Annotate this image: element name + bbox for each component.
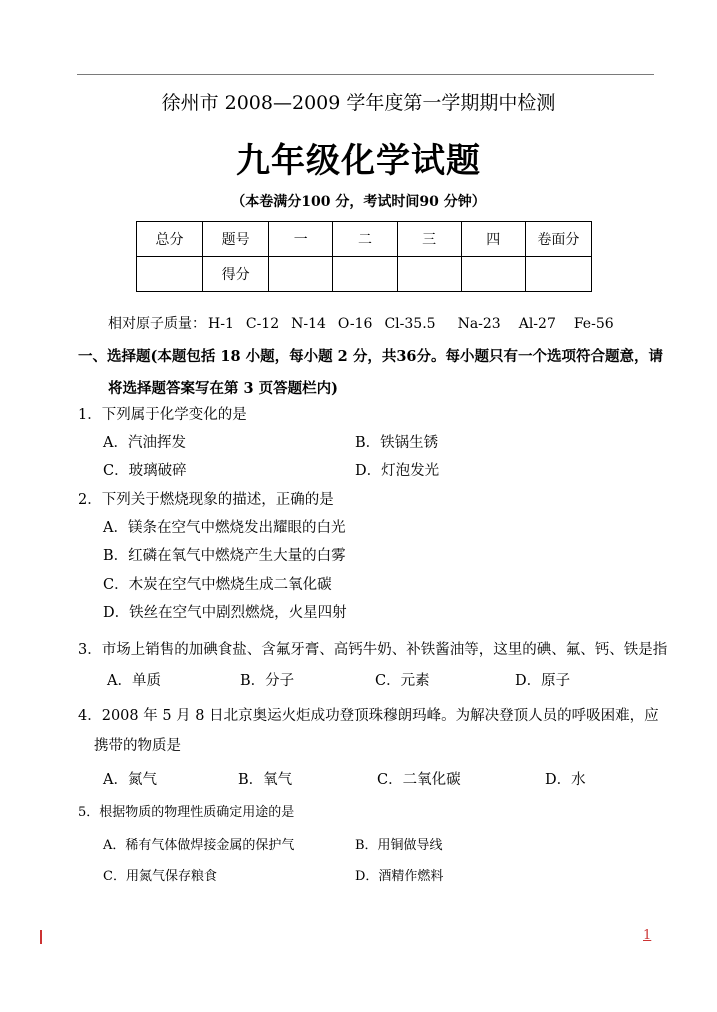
page-title: 九年级化学试题 xyxy=(236,141,481,181)
score-cell xyxy=(525,257,591,292)
page-number: 1 xyxy=(643,928,652,943)
score-cell xyxy=(397,257,461,292)
score-table-score-row xyxy=(137,257,592,292)
question-1-stem: 1．下列属于化学变化的是 xyxy=(78,407,247,423)
question-5-option-a: A．稀有气体做焊接金属的保护气 xyxy=(103,838,295,853)
score-cell: 四 xyxy=(461,222,525,257)
score-cell: 二 xyxy=(333,222,397,257)
atomic-mass-item: Cl-35.5 xyxy=(384,316,436,332)
question-3-option-b: B．分子 xyxy=(240,673,295,689)
question-1-option-b: B．铁锅生锈 xyxy=(355,435,439,451)
question-3-option-a: A．单质 xyxy=(107,673,161,689)
question-1-option-d: D．灯泡发光 xyxy=(355,463,440,479)
question-4-stem: 4．2008 年 5 月 8 日北京奥运火炬成功登顶珠穆朗玛峰。为解决登顶人员的呼吸困难，应 xyxy=(78,708,659,724)
question-1-option-a: A．汽油挥发 xyxy=(103,435,186,451)
question-4-option-a: A．氮气 xyxy=(103,772,157,788)
question-5-option-b: B．用铜做导线 xyxy=(355,838,443,853)
atomic-mass-item: Fe-56 xyxy=(573,316,614,332)
score-table-header-row xyxy=(137,222,592,257)
exam-subtitle: （本卷满分100 分，考试时间90 分钟） xyxy=(231,194,486,210)
question-5-option-c: C．用氮气保存粮食 xyxy=(103,869,217,884)
atomic-mass-label: 相对原子质量： xyxy=(108,316,206,332)
question-3-option-c: C．元素 xyxy=(375,673,430,689)
question-2-option-c: C．木炭在空气中燃烧生成二氧化碳 xyxy=(103,577,332,593)
atomic-mass-item: H-1 xyxy=(208,316,234,332)
question-1-option-c: C．玻璃破碎 xyxy=(103,463,187,479)
question-2-stem: 2．下列关于燃烧现象的描述，正确的是 xyxy=(78,492,334,508)
question-2-option-d: D．铁丝在空气中剧烈燃烧，火星四射 xyxy=(103,605,347,621)
atomic-mass-item: N-14 xyxy=(291,316,326,332)
score-cell xyxy=(137,257,203,292)
question-4-option-c: C．二氧化碳 xyxy=(377,772,461,788)
score-table xyxy=(136,221,592,292)
score-cell: 得分 xyxy=(203,257,269,292)
header-rule xyxy=(77,74,654,75)
score-cell xyxy=(269,257,333,292)
section-heading-cont: 将选择题答案写在第 3 页答题栏内) xyxy=(108,380,339,397)
question-2-option-b: B．红磷在氧气中燃烧产生大量的白雾 xyxy=(103,548,346,564)
score-cell: 一 xyxy=(269,222,333,257)
score-cell: 卷面分 xyxy=(525,222,591,257)
atomic-mass-line xyxy=(108,313,626,333)
atomic-mass-item: Na-23 xyxy=(457,316,501,332)
score-cell xyxy=(461,257,525,292)
question-3-option-d: D．原子 xyxy=(515,673,571,689)
score-cell: 三 xyxy=(397,222,461,257)
score-cell xyxy=(333,257,397,292)
question-4-option-b: B．氧气 xyxy=(238,772,293,788)
question-5-stem: 5．根据物质的物理性质确定用途的是 xyxy=(78,805,295,820)
question-4-option-d: D．水 xyxy=(545,772,586,788)
score-cell: 总分 xyxy=(137,222,203,257)
atomic-mass-item: Al-27 xyxy=(518,316,556,332)
exam-name: 徐州市 2008—2009 学年度第一学期期中检测 xyxy=(161,92,556,114)
question-3-stem: 3．市场上销售的加碘食盐、含氟牙膏、高钙牛奶、补铁酱油等，这里的碘、氟、钙、铁是指 xyxy=(78,642,668,658)
question-5-option-d: D．酒精作燃料 xyxy=(355,869,444,884)
atomic-mass-item: C-12 xyxy=(245,316,280,332)
question-2-option-a: A．镁条在空气中燃烧发出耀眼的白光 xyxy=(103,520,346,536)
atomic-mass-item: O-16 xyxy=(337,316,373,332)
section-heading: 一、选择题(本题包括 18 小题，每小题 2 分，共36分。每小题只有一个选项符合题意，请 xyxy=(78,348,663,365)
text-cursor-marker xyxy=(40,930,42,944)
score-cell: 题号 xyxy=(203,222,269,257)
question-4-stem-cont: 携带的物质是 xyxy=(94,738,181,754)
